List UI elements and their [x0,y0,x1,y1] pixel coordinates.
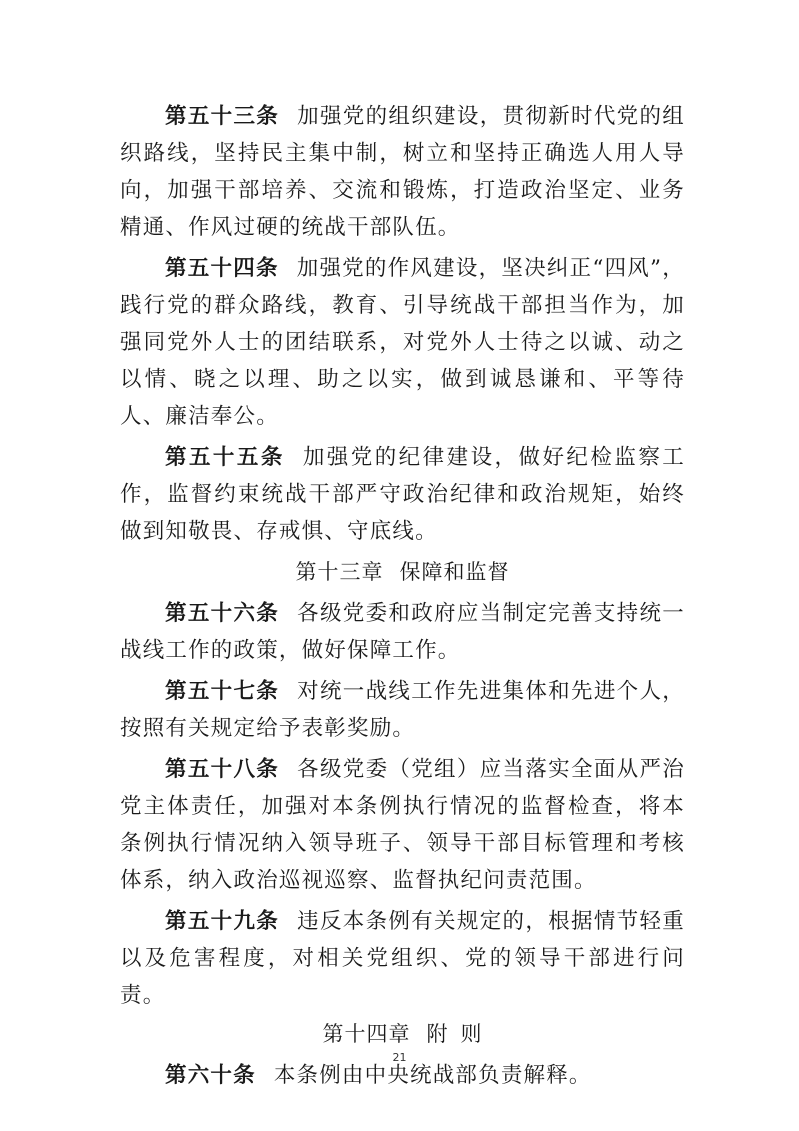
article-55 [120,439,685,550]
article-55-text: 加强党的纪律建设，做好纪检监察工作，监督约束统战干部严守政治纪律和政治规矩，始终做到知敬畏、存戒惧、守底线。 [120,445,685,544]
chapter-14-heading [120,1016,685,1053]
article-53-label: 第五十三条 [165,104,280,129]
article-54-label: 第五十四条 [165,256,279,281]
document-body [120,98,685,1094]
article-55-label: 第五十五条 [165,445,285,470]
chapter-14-number: 第十四章 [322,1022,411,1046]
article-57-label: 第五十七条 [165,679,280,704]
article-54 [120,250,685,435]
article-58-label: 第五十八条 [165,757,280,782]
article-54-text: 加强党的作风建设，坚决纠正“四风”，践行党的群众路线，教育、引导统战干部担当作为，加强同党外人士的团结联系，对党外人士待之以诚、动之以情、晓之以理、助之以实，做到诚恳谦和、平等待人、廉洁奉公。 [120,256,685,429]
article-60-label: 第六十条 [165,1063,256,1088]
article-59-label: 第五十九条 [165,909,280,934]
article-59-text: 违反本条例有关规定的，根据情节轻重以及危害程度，对相关党组织、党的领导干部进行问责。 [120,909,685,1008]
page-number: 21 [392,1051,407,1064]
article-53 [120,98,685,246]
chapter-13-heading [120,554,685,591]
chapter-14-title-part1: 附 [426,1022,449,1046]
chapter-13-number: 第十三章 [295,560,384,584]
article-56-label: 第五十六条 [165,601,280,626]
article-58 [120,751,685,899]
article-58-text: 各级党委（党组）应当落实全面从严治党主体责任，加强对本条例执行情况的监督检查，将本条例执行情况纳入领导班子、领导干部目标管理和考核体系，纳入政治巡视巡察、监督执纪问责范围。 [120,757,685,893]
article-59 [120,903,685,1014]
chapter-13-title: 保障和监督 [399,560,510,584]
article-57 [120,673,685,747]
article-56 [120,595,685,669]
chapter-14-title-part2: 则 [460,1022,483,1046]
article-56-text: 各级党委和政府应当制定完善支持统一战线工作的政策，做好保障工作。 [120,601,685,663]
article-57-text: 对统一战线工作先进集体和先进个人，按照有关规定给予表彰奖励。 [120,679,685,741]
article-60-text: 本条例由中央统战部负责解释。 [273,1063,592,1088]
article-53-text: 加强党的组织建设，贯彻新时代党的组织路线，坚持民主集中制，树立和坚持正确选人用人导向，加强干部培养、交流和锻炼，打造政治坚定、业务精通、作风过硬的统战干部队伍。 [120,104,685,240]
